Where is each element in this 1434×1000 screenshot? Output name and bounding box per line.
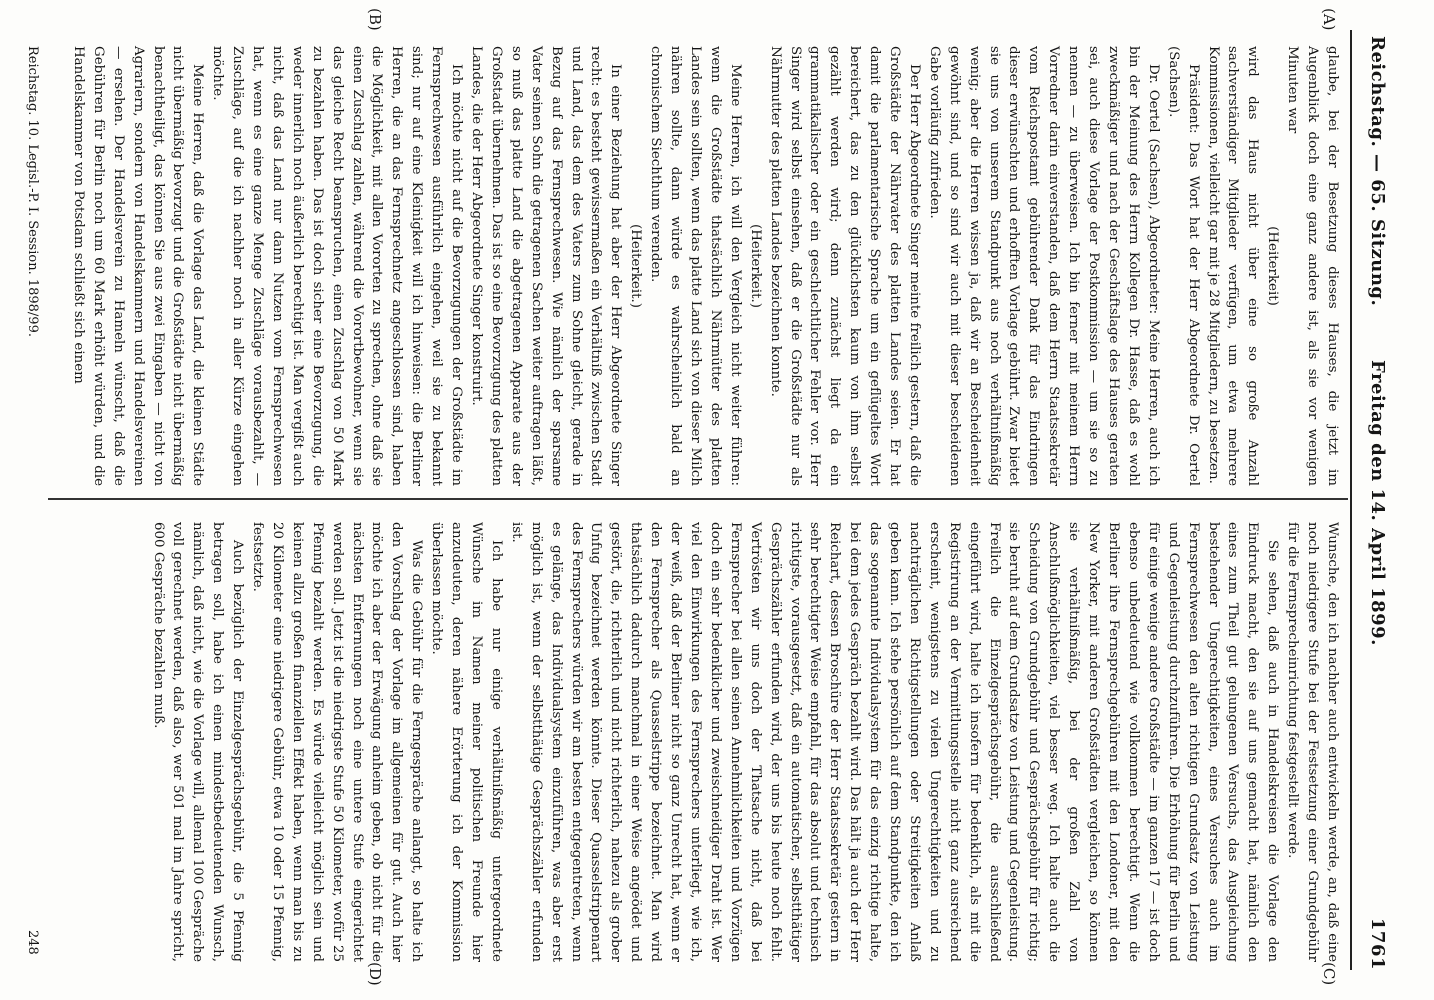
paragraph: Meine Herren, ich will den Vergleich nicht weiter führen: wenn die Großstädte thatsächlich Nährmütter des platten Landes sein sollten, wenn das platte Land sich von dieser Milch nähren sollte, dann würde es wahrscheinlich bald an chronischem Siechthum verenden.: [648, 46, 743, 486]
paragraph: Ich möchte nicht auf die Bevorzugungen der Großstädte im Fernsprechwesen ausführlich eingehen, weil sie zu bekannt sind; nur auf eine Kleinigkeit will ich hinweisen: die Berliner Herren, die an das Fernsprechnetz angeschlossen sind, haben die Möglichkeit, mit allen Vororten zu sprechen, ohne daß sie einen Zuschlag zahlen, während die Vorortbewohner, wenn sie das gleiche Recht beanspruchen, einen Zuschlag von 50 Mark zu bezahlen haben. Das ist doch sicher eine Bevorzugung, die weder innerlich noch äußerlich berechtigt ist. Man vergißt auch nicht, daß das Land nur dann Nutzen vom Fernsprechwesen hat, wenn es eine ganze Menge Zuschläge vorausbezahlt, — Zuschläge, auf die ich nachher noch in aller Kürze eingehen möchte.: [210, 46, 465, 486]
marker-b: (B): [366, 8, 384, 31]
marker-a: (A): [1320, 8, 1338, 31]
paragraph: Wunsche, den ich nachher auch entwickeln werde, an, daß eine noch niedrigere Stufe bei der Festsetzung einer Grundgebühr für die Fernsprecheinrichtung festgestellt werde.: [1285, 522, 1340, 962]
paragraph: Der Herr Abgeordnete Singer meinte freilich gestern, daß die Großstädte der Nährvater des platten Landes seien. Er hat damit die parlamentarische Sprache um ein geflügeltes Wort bereichert, das zu den glücklichsten kaum von ihm selbst gezählt werden wird; denn zunächst liegt da ein grammatikalischer oder ein geschlechtlicher Fehler vor. Herr Singer wird selbst einsehen, daß er die Großstädte nur als Nährmutter des platten Landes bezeichnen konnte.: [767, 46, 922, 486]
page-header: [1360, 36, 1394, 970]
footer-page-number: 248: [25, 930, 40, 955]
column-divider: [48, 498, 1348, 500]
marker-c: (C): [1320, 962, 1338, 986]
paragraph: Ich habe nur einige verhältnißmäßig untergeordnete Wünsche im Namen meiner politischen Freunde hier anzudeuten, deren nähere Erörterung ich der Kommission überlassen möchte.: [429, 522, 504, 962]
paragraph: Auch bezüglich der Einzelgesprächsgebühr, die 5 Pfennig betragen soll, habe ich einen mindestbedeutenden Wunsch, nämlich, daß nicht, wie die Vorlage will, allemal 100 Gespräche voll gerechnet werden, daß also, wer 501 mal im Jahre spricht, 600 Gespräche bezahlen muß.: [150, 522, 246, 962]
interjection: (Heiterkeit.): [628, 224, 644, 308]
paragraph: Dr. Oertel (Sachsen), Abgeordneter: Meine Herren, auch ich bin der Meinung des Herrn Kollegen Dr. Hasse, daß es wohl zweckmäßiger und nach der Geschäftslage des Hauses geraten sei, auch diese Vorlage der Postkommission — um sie so zu nennen — zu überweisen. Ich bin ferner mit meinem Herrn Vorredner darin einverstanden, daß dem Herrn Staatssekretär vom Reichspostamt gebührender Dank für das Eindringen dieser erwünschten und erhofften Vorlage gebührt. Zwar bietet sie uns von unserem Standpunkt aus noch verhältnißmäßig wenig; aber die Herren wissen ja, daß wir an Bescheidenheit gewöhnt sind, und so sind wir auch mit dieser bescheidenen Gabe vorläufig zufrieden.: [926, 46, 1161, 486]
interjection: (Heiterkeit.): [747, 224, 763, 308]
paragraph: wird das Haus nicht über eine so große Anzahl sachverständiger Mitglieder verfügen, um etwa mehrere Kommissionen, vielleicht gar mit je 28 Mitgliedern, zu besetzen.: [1205, 46, 1261, 486]
header-page-number: 1761: [1367, 917, 1388, 970]
header-session: Reichstag. — 65. Sitzung.: [1367, 36, 1388, 307]
paragraph: Meine Herren, daß die Vorlage das Land, die kleinen Städte nicht übermäßig bevorzugt und die Großstädte nicht übermäßig benachtheiligt, das können Sie aus zwei Eingaben — nicht von Agrariern, sondern von Handelskammern und Handelsvereinen — ersehen. Der Handelsverein zu Hameln wünscht, daß die Gebühren für Berlin noch um 60 Mark erhöht würden, und die Handelskammer von Potsdam schließt sich einem: [70, 46, 206, 486]
header-rule: [1350, 30, 1352, 970]
marker-d: (D): [366, 962, 384, 986]
header-date: Freitag den 14. April 1899.: [1367, 360, 1388, 646]
paragraph: Was die Gebühr für die Ferngespräche anlangt, so halte ich den Vorschlag der Vorlage im allgemeinen für gut. Auch hier möchte ich aber der Erwägung anheim geben, ob nicht für die nächsten Entfernungen noch eine untere Stufe eingerichtet werden soll. Jetzt ist die niedrigste Stufe 50 Kilometer, wofür 25 Pfennig bezahlt werden. Es würde vielleicht möglich sein und keinen allzu großen finanziellen Effekt haben, wenn man bis zu 20 Kilometer eine niedrigere Gebühr, etwa 10 oder 15 Pfennig, festsetzte.: [250, 522, 425, 962]
left-column: [68, 46, 1342, 486]
footer-legislature: Reichstag. 10. Legisl.-P. I. Session. 1898/99.: [25, 46, 40, 337]
paragraph: glaube, bei der Besetzung dieses Hauses, die jetzt im Augenblick doch eine ganz andere ist, als sie vor wenigen Minuten war: [1285, 46, 1340, 486]
interjection: (Heiterkeit): [1265, 226, 1281, 306]
paragraph: Sie sehen, daß auch in Handelskreisen die Vorlage den Eindruck macht, den sie auf uns gemacht hat, nämlich den eines zum Theil gut gelungenen Versuchs, das Ausgleichung bestehender Ungerechtigkeiten, eines Versuches auch im Fernsprechwesen den alten richtigen Grundsatz von Leistung und Gegenleistung durchzuführen. Die Erhöhung für Berlin und für einige wenige andere Großstädte — im ganzen 17 — ist doch ebenso unbedeutend wie vollkommen berechtigt. Wenn die Berliner ihre Fernsprechgebühren mit den Londoner, mit den New Yorker, mit anderen Großstädten vergleichen, so können sie verhältnißmäßig, bei der großen Zahl von Anschlußmöglichkeiten, viel besser weg. Ich halte auch die Scheidung von Grundgebühr und Gesprächsgebühr für richtig; sie beruht auf dem Grundsatze von Leistung und Gegenleistung. Freilich die Einzelgesprächsgebühr, die ausschließend eingeführt wird, halte ich insofern für bedenklich, als mit die Registrirung an der Vermittlungsstelle nicht ganz ausreichend erscheint, wenigstens zu vielen Ungerechtigkeiten und zu nachträglichen Richtigstellungen oder Streitigkeiten Anlaß geben kann. Ich stehe persönlich auf dem Standpunkte, den ich das sogenannte Individualsystem für das einzig richtige halte, bei dem jedes Gespräch bezahlt wird. Das hält ja auch der Herr Reichart, dessen Broschüre der Herr Staatssekretär gestern in sehr berechtigter Weise empfahl, für das absolut und technisch richtigste, vorausgesetzt, daß ein automatischer, selbstthätiger Gesprächszähler erfunden wird, der uns bis heute noch fehlt. Vertrösten wir uns doch der Thatsache nicht, daß bei Fernsprecher bei allen seinen Annehmlichkeiten und Vorzügen doch ein sehr bedenklicher und zweischneidiger Draht ist. Wer viel den Einwirkungen des Fernsprechers unterliegt, wie ich, der weiß, daß der Berliner nicht so ganz Unrecht hat, wenn er den Fernsprecher als Quasselstrippe bezeichnet. Man wird thatsächlich dadurch manchmal in einer Weise angeödet und gestört, die, richterlich und nicht richterlich, nahezu als grober Unfug bezeichnet werden könnte. Dieser Quasselstrippenart des Fernsprechers würden wir am besten entgegentreten, wenn es gelänge, das Individualsystem einzuführen, was aber erst möglich ist, wenn der selbstthätige Gesprächszähler erfunden ist.: [508, 522, 1281, 962]
paragraph: In einer Beziehung hat aber der Herr Abgeordnete Singer recht: es besteht gewissermaßen ein Verhältniß zwischen Stadt und Land, das dem des Vaters zum Sohne gleicht, gerade in Bezug auf das Fernsprechwesen. Wie nämlich der sparsame Vater seinen Sohn die getragenen Sachen weiter auftragen läßt, so muß das platte Land die abgetragenen Apparate aus der Großstadt übernehmen. Das ist so eine Bevorzugung des platten Landes, die der Herr Abgeordnete Singer konstruirt.: [469, 46, 624, 486]
speaker-paragraph: Präsident: Das Wort hat der Herr Abgeordnete Dr. Oertel (Sachsen).: [1165, 46, 1201, 486]
right-column: [148, 522, 1342, 962]
